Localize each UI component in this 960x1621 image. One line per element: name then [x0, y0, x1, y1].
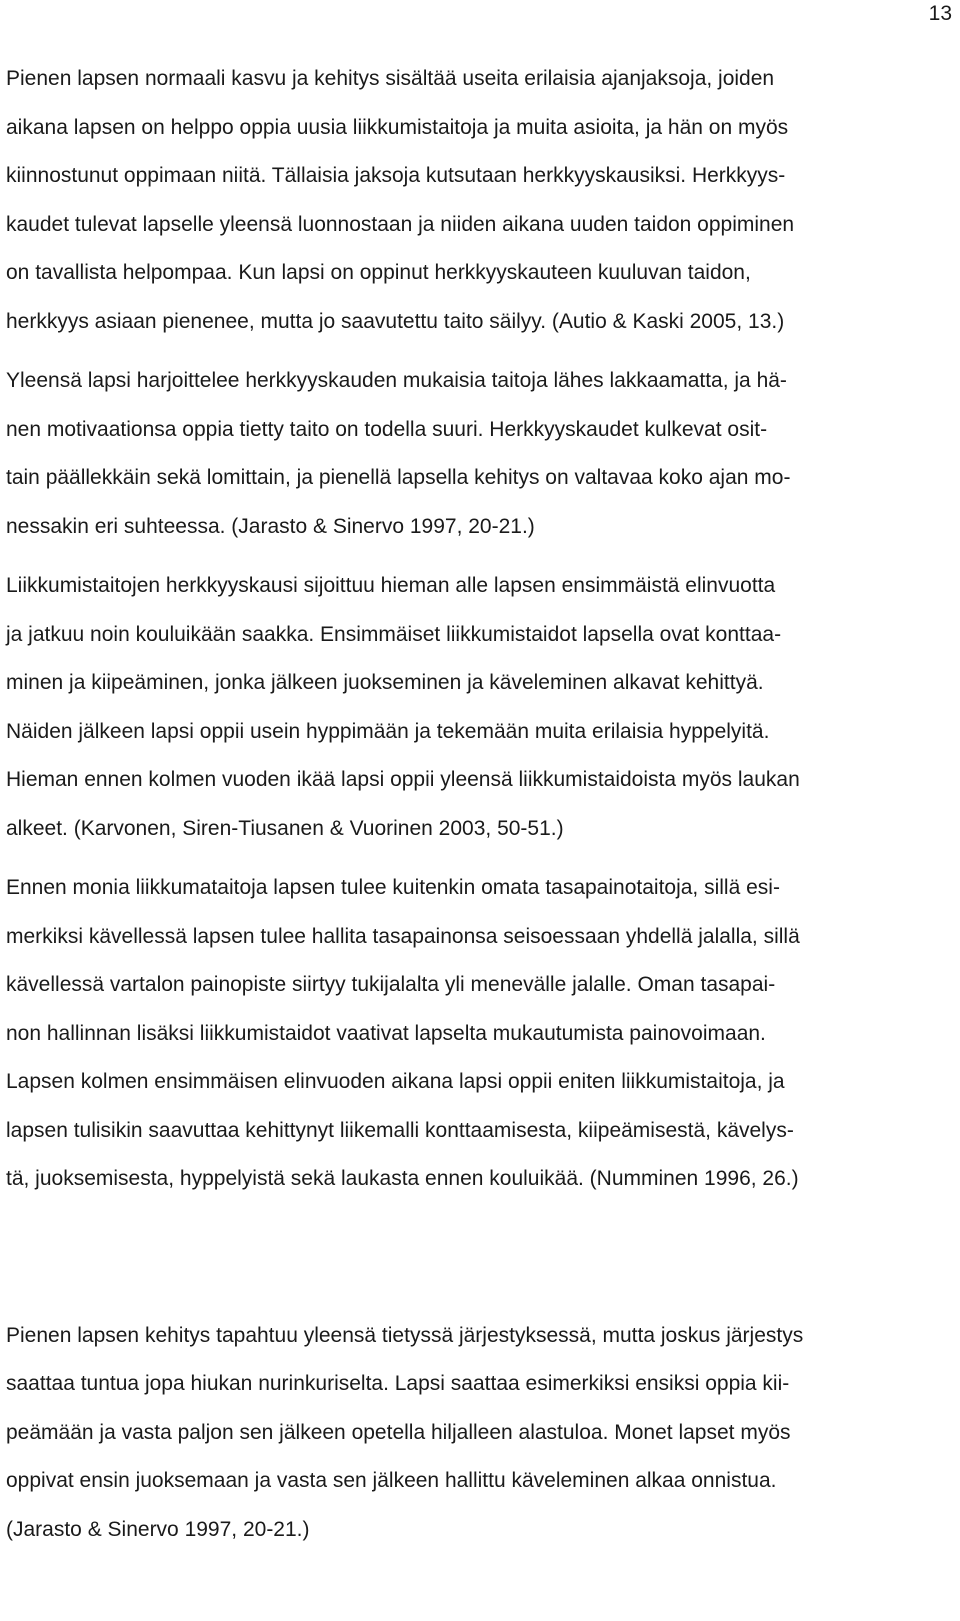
text-line: Liikkumistaitojen herkkyyskausi sijoittuu hieman alle lapsen ensimmäistä elinvuotta [6, 574, 776, 597]
text-line: Pienen lapsen normaali kasvu ja kehitys sisältää useita erilaisia ajanjaksoja, joiden [6, 67, 775, 90]
text-line: Hieman ennen kolmen vuoden ikää lapsi oppii yleensä liikkumistaidoista myös laukan [6, 768, 800, 791]
text-line: ja jatkuu noin kouluikään saakka. Ensimmäiset liikkumistaidot lapsella ovat konttaa- [6, 622, 782, 646]
paragraph-spacer [6, 1204, 924, 1312]
text-line: kaudet tulevat lapselle yleensä luonnostaan ja niiden aikana uuden taidon oppiminen [6, 212, 795, 236]
text-line: on tavallista helpompaa. Kun lapsi on oppinut herkkyyskauteen kuuluvan taidon, [6, 261, 751, 284]
text-line: Lapsen kolmen ensimmäisen elinvuoden aikana lapsi oppii eniten liikkumistaitoja, ja [6, 1070, 785, 1093]
text-line: Näiden jälkeen lapsi oppii usein hyppimään ja tekemään muita erilaisia hyppelyitä. [6, 719, 770, 743]
text-line: minen ja kiipeäminen, jonka jälkeen juokseminen ja käveleminen alkavat kehittyä. [6, 671, 764, 694]
paragraph-spacer [6, 551, 924, 562]
text-line: Ennen monia liikkumataitoja lapsen tulee kuitenkin omata tasapainotaitoja, sillä esi- [6, 876, 780, 899]
text-line: nen motivaationsa oppia tietty taito on todella suuri. Herkkyyskaudet kulkevat osit- [6, 417, 768, 441]
text-line: lapsen tulisikin saavuttaa kehittynyt liikemalli konttaamisesta, kiipeämisestä, kävelys- [6, 1118, 794, 1142]
text-line: Pienen lapsen kehitys tapahtuu yleensä tietyssä järjestyksessä, mutta joskus järjestys [6, 1323, 804, 1347]
paragraph-sensitive-periods [6, 55, 924, 346]
paragraph-spacer [6, 346, 924, 357]
text-line: oppivat ensin juoksemaan ja vasta sen jälkeen hallittu käveleminen alkaa onnistua. [6, 1469, 777, 1492]
text-line: peämään ja vasta paljon sen jälkeen opetella hiljalleen alastuloa. Monet lapset myös [6, 1420, 791, 1444]
text-line: nessakin eri suhteessa. (Jarasto & Sinervo 1997, 20-21.) [6, 514, 535, 538]
text-line: non hallinnan lisäksi liikkumistaidot vaativat lapselta mukautumista painovoimaan. [6, 1021, 766, 1045]
page-number: 13 [928, 2, 952, 25]
text-line: tä, juoksemisesta, hyppelyistä sekä laukasta ennen kouluikää. (Numminen 1996, 26.) [6, 1167, 799, 1190]
text-line: alkeet. (Karvonen, Siren-Tiusanen & Vuorinen 2003, 50-51.) [6, 816, 564, 840]
text-line: Yleensä lapsi harjoittelee herkkyyskauden mukaisia taitoja lähes lakkaamatta, ja hä- [6, 369, 787, 392]
text-line: aikana lapsen on helppo oppia uusia liikkumistaitoja ja muita asioita, ja hän on myös [6, 115, 789, 139]
text-line: kiinnostunut oppimaan niitä. Tällaisia jaksoja kutsutaan herkkyyskausiksi. Herkkyys- [6, 164, 786, 187]
text-line: herkkyys asiaan pienenee, mutta jo saavutettu taito säilyy. (Autio & Kaski 2005, 13.) [6, 309, 785, 333]
paragraph-motor-skills [6, 562, 924, 853]
text-line: kävellessä vartalon painopiste siirtyy tukijalalta yli menevälle jalalle. Oman tasapai- [6, 973, 776, 996]
paragraph-development-order [6, 1312, 924, 1555]
text-line: saattaa tuntua jopa hiukan nurinkuriselta. Lapsi saattaa esimerkiksi ensiksi oppia kii- [6, 1372, 790, 1395]
paragraph-practice [6, 357, 924, 551]
paragraph-spacer [6, 853, 924, 864]
document-body [6, 55, 924, 1554]
text-line: (Jarasto & Sinervo 1997, 20-21.) [6, 1517, 310, 1541]
text-line: tain päällekkäin sekä lomittain, ja pienellä lapsella kehitys on valtavaa koko ajan mo- [6, 466, 791, 489]
paragraph-balance [6, 864, 924, 1204]
text-line: merkiksi kävellessä lapsen tulee hallita tasapainonsa seisoessaan yhdellä jalalla, sillä [6, 924, 800, 948]
